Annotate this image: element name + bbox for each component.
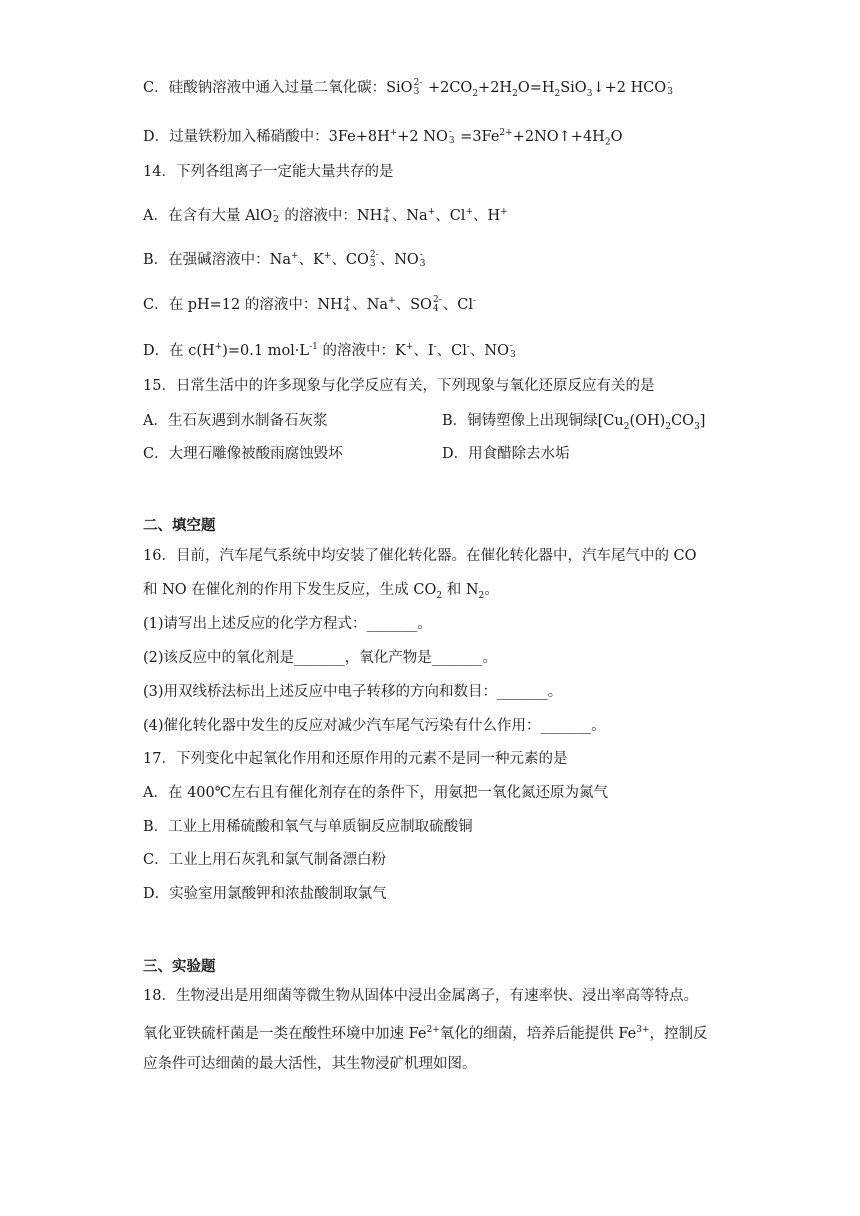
q13-d-eq: =3Fe — [455, 128, 500, 145]
q14-d-text: 、Cl — [436, 342, 467, 359]
q13-option-c — [143, 78, 674, 104]
q14-b-text: 、CO — [331, 251, 369, 268]
q15-b-text: CO — [671, 413, 695, 429]
q13-c-eq: +2H — [478, 80, 513, 96]
q17-option-c: C．工业上用石灰乳和氯气制备漂白粉 — [143, 852, 387, 868]
q18-text: 氧化亚铁硫杆菌是一类在酸性环境中加速 Fe — [143, 1025, 427, 1042]
section-title-experiment: 三、实验题 — [143, 958, 216, 975]
sup: 3+ — [636, 1025, 650, 1035]
sub: 4 — [432, 303, 439, 314]
q16-part-4: (4)催化转化器中发生的反应对减少汽车尾气污染有什么作用：_______。 — [143, 718, 606, 734]
q14-d-text: )=0.1 mol·L — [222, 342, 310, 359]
sup: + — [291, 251, 299, 261]
sub: 2 — [273, 214, 279, 225]
q16-part-2: (2)该反应中的氧化剂是_______，氧化产物是_______。 — [143, 650, 498, 666]
q13-c-eq: SiO — [386, 80, 413, 96]
q13-d-ion-index — [449, 128, 455, 146]
q14-c-text: C．在 pH=12 的溶液中：NH — [143, 296, 343, 313]
sup: -1 — [309, 342, 318, 352]
q13-d-eq: +2 NO — [397, 128, 448, 145]
q16-part-1: (1)请写出上述反应的化学方程式：_______。 — [143, 616, 432, 632]
q14-option-c — [143, 291, 476, 315]
q14-a-text: 、Na — [391, 207, 428, 224]
sup: 2- — [413, 78, 423, 88]
q13-c-eq: +2CO — [423, 80, 473, 96]
sub: 2 — [512, 88, 518, 99]
q16-text: 和 N — [442, 582, 479, 598]
sub: 2 — [623, 421, 630, 432]
q15-stem: 15．日常生活中的许多现象与化学反应有关，下列现象与氧化还原反应有关的是 — [143, 378, 655, 394]
q14-option-b — [143, 246, 427, 270]
sub: 3 — [448, 135, 455, 146]
q14-c-text: 、Na — [352, 296, 389, 313]
sup: 2- — [369, 249, 379, 260]
sup: + — [389, 128, 398, 138]
q15-b-text: (OH) — [629, 413, 666, 429]
q16-part-3: (3)用双线桥法标出上述反应中电子转移的方向和数目：_______。 — [143, 684, 563, 700]
q16-stem-line1: 16．目前，汽车尾气系统中均安装了催化转化器。在催化转化器中，汽车尾气中的 CO — [143, 548, 697, 564]
q14-option-d — [143, 337, 517, 361]
q15-option-d: D．用食醋除去水垢 — [442, 446, 570, 462]
q15-b-text: B．铜铸塑像上出现铜绿[Cu — [442, 413, 624, 429]
q14-c-text: 、Cl — [442, 296, 473, 313]
sup: + — [405, 342, 414, 352]
sub: 3 — [509, 349, 516, 360]
q13-c-text: C．硅酸钠溶液中通入过量二氧化碳： — [143, 80, 387, 96]
q14-d-text: D．在 c(H — [143, 342, 215, 359]
q14-a-text: A．在含有大量 AlO — [143, 207, 273, 224]
q14-d-text: 、I — [413, 342, 434, 359]
q15-option-c: C．大理石雕像被酸雨腐蚀毁坏 — [143, 446, 343, 462]
q14-stem: 14．下列各组离子一定能大量共存的是 — [143, 164, 394, 180]
sup: - — [667, 78, 671, 88]
q13-c-eq: O=H — [517, 80, 555, 96]
q18-line2 — [143, 1020, 708, 1044]
q14-a-text: 的溶液中：NH — [279, 207, 383, 224]
sup: + — [383, 205, 391, 216]
sub: 2 — [665, 421, 672, 432]
sup: - — [448, 126, 452, 137]
q14-d-ion-index — [510, 342, 516, 360]
sup: + — [214, 342, 223, 352]
q14-a-text: 、H — [472, 207, 501, 224]
q13-c-ion-index — [667, 79, 673, 97]
sub: 4 — [383, 214, 389, 225]
q18-text: 氧化的细菌，培养后能提供 Fe — [439, 1025, 637, 1042]
q13-d-eq: +2NO↑+4H — [512, 128, 605, 145]
sup: 2- — [432, 294, 442, 305]
q16-text: 和 NO 在催化剂的作用下发生反应，生成 CO — [143, 582, 437, 598]
q18-text: ，控制反 — [649, 1025, 708, 1042]
q16-stem-line2 — [143, 580, 499, 606]
sup: + — [343, 294, 352, 305]
sub: 2 — [604, 137, 611, 148]
sup: + — [465, 207, 473, 217]
q13-d-eq: O — [610, 128, 623, 145]
q13-c-ion-index — [414, 79, 423, 97]
sup: - — [419, 249, 423, 260]
q15-b-text: ] — [699, 413, 706, 429]
sup: + — [388, 296, 396, 306]
sub: 2 — [436, 590, 443, 601]
q13-option-d — [143, 123, 622, 153]
sup: + — [500, 207, 508, 217]
q17-option-d: D．实验室用氯酸钾和浓盐酸制取氯气 — [143, 886, 387, 902]
q14-a-text: 、Cl — [435, 207, 466, 224]
sub: 3 — [667, 87, 673, 97]
sub: 3 — [369, 258, 376, 269]
q14-b-ion-index — [420, 251, 426, 269]
sup: - — [433, 342, 437, 352]
q14-b-ion-index — [370, 251, 379, 269]
q15-option-a: A．生石灰遇到水制备石灰浆 — [143, 413, 328, 429]
q14-c-ion-index — [344, 296, 352, 314]
sub: 3 — [419, 258, 426, 269]
sub: 3 — [413, 87, 420, 97]
sup: + — [323, 251, 332, 261]
q14-d-text: 、NO — [469, 342, 509, 359]
sup: 2+ — [426, 1025, 440, 1035]
q13-d-text: D．过量铁粉加入稀硝酸中： — [143, 128, 329, 145]
q14-b-text: 、K — [298, 251, 324, 268]
q14-a-ion-index — [273, 207, 279, 225]
q17-option-a: A．在 400℃左右且有催化剂存在的条件下，用氨把一氧化氮还原为氮气 — [143, 785, 608, 801]
sup: - — [509, 340, 514, 351]
sup: - — [472, 296, 476, 306]
q14-a-ion-index — [383, 207, 391, 225]
q18-line1: 18．生物浸出是用细菌等微生物从固体中浸出金属离子，有速率快、浸出率高等特点。 — [143, 988, 698, 1004]
sub: 2 — [478, 590, 485, 601]
q14-c-text: 、SO — [395, 296, 432, 313]
sup: + — [427, 207, 436, 217]
q14-b-text: 、NO — [379, 251, 419, 268]
sub: 3 — [694, 421, 700, 432]
q13-d-eq: 3Fe+8H — [328, 128, 390, 145]
sub: 4 — [343, 303, 350, 314]
sub: 3 — [586, 88, 593, 99]
q14-option-a — [143, 202, 508, 226]
q14-c-ion-index — [433, 296, 442, 314]
q17-stem: 17．下列变化中起氧化作用和还原作用的元素不是同一种元素的是 — [143, 751, 568, 767]
section-title-fill-in: 二、填空题 — [143, 517, 216, 534]
sup: - — [273, 205, 277, 216]
q16-text: 。 — [484, 582, 499, 598]
q15-option-b — [442, 411, 705, 437]
q13-c-eq: SiO — [560, 80, 587, 96]
sup: 2+ — [499, 128, 513, 138]
sub: 2 — [554, 88, 561, 99]
q18-line3: 应条件可达细菌的最大活性，其生物浸矿机理如图。 — [143, 1056, 477, 1072]
q14-d-text: 的溶液中：K — [317, 342, 406, 359]
q14-b-text: B．在强碱溶液中：Na — [143, 251, 291, 268]
q17-option-b: B．工业上用稀硫酸和氧气与单质铜反应制取硫酸铜 — [143, 819, 473, 835]
sub: 2 — [472, 88, 479, 99]
q13-c-eq: ↓+2 HCO — [592, 80, 667, 96]
sup: - — [466, 342, 470, 352]
